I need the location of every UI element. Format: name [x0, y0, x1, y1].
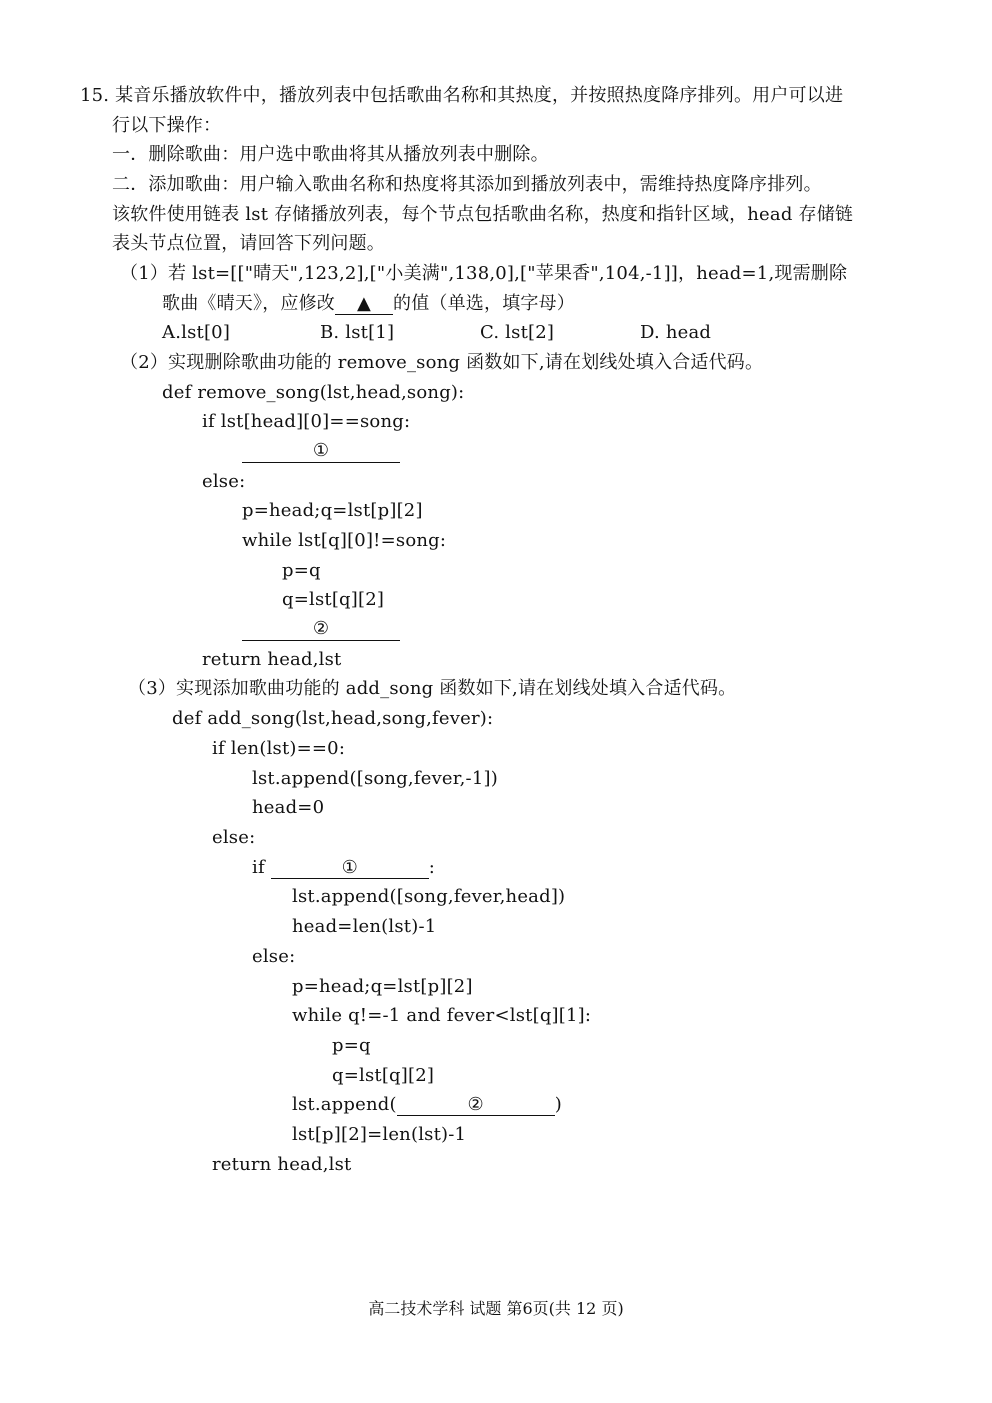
part3-code-if-keyword: if: [252, 857, 265, 878]
part3-blank-2: ②: [397, 1095, 555, 1116]
operation-delete: 一．删除歌曲：用户选中歌曲将其从播放列表中删除。: [112, 144, 549, 165]
part1-line1: （1）若 lst=[["晴天",123,2],["小美满",138,0],["苹果香",104,-1]]，head=1,现需删除: [120, 263, 848, 284]
part2-code-else: else:: [202, 471, 246, 492]
question-intro-line1: 15. 某音乐播放软件中，播放列表中包括歌曲名称和其热度，并按照热度降序排列。用户可以进: [80, 85, 844, 106]
question-intro-line2: 行以下操作：: [112, 115, 222, 136]
part1-option-c: C. lst[2]: [480, 322, 555, 343]
operation-add: 二．添加歌曲：用户输入歌曲名称和热度将其添加到播放列表中，需维持热度降序排列。: [112, 174, 822, 195]
part3-code-head-zero: head=0: [252, 797, 325, 818]
part3-code-if-head: [252, 857, 435, 879]
part2-blank-1: ①: [242, 440, 400, 463]
part3-code-append-mid: [292, 1094, 562, 1116]
part3-code-pq: p=q: [332, 1035, 371, 1056]
part2-code-pq: p=q: [282, 560, 321, 581]
part3-code-qnext: q=lst[q][2]: [332, 1065, 435, 1086]
part3-code-append-head: lst.append([song,fever,head]): [292, 886, 566, 907]
part1-line2: [162, 293, 575, 315]
part3-code-if-empty: if len(lst)==0:: [212, 738, 346, 759]
part2-code-qnext: q=lst[q][2]: [282, 589, 385, 610]
part1-option-b: B. lst[1]: [320, 322, 395, 343]
part2-code-init: p=head;q=lst[p][2]: [242, 500, 423, 521]
description-line1: 该软件使用链表 lst 存储播放列表，每个节点包括歌曲名称，热度和指针区域，head 存储链: [112, 204, 854, 225]
page-footer: 高二技术学科 试题 第6页(共 12 页): [368, 1299, 624, 1318]
part3-code-append-close: ): [554, 1094, 562, 1115]
part1-option-a: A.lst[0]: [162, 322, 231, 343]
part2-code-return: return head,lst: [202, 649, 342, 670]
part3-blank-1: ①: [271, 858, 429, 879]
part3-code-else-inner: else:: [252, 946, 296, 967]
part3-title: （3）实现添加歌曲功能的 add_song 函数如下,请在划线处填入合适代码。: [128, 678, 737, 699]
part3-code-head-last: head=len(lst)-1: [292, 916, 437, 937]
description-line2: 表头节点位置，请回答下列问题。: [112, 233, 385, 254]
part3-code-def: def add_song(lst,head,song,fever):: [172, 708, 494, 729]
part1-line2-after: 的值（单选，填字母）: [393, 293, 575, 314]
part2-code-def: def remove_song(lst,head,song):: [162, 382, 465, 403]
part2-title: （2）实现删除歌曲功能的 remove_song 函数如下,请在划线处填入合适代码。: [120, 352, 764, 373]
part3-code-append-open: lst.append(: [292, 1094, 397, 1115]
part3-code-while: while q!=-1 and fever<lst[q][1]:: [292, 1005, 592, 1026]
part3-code-return: return head,lst: [212, 1154, 352, 1175]
part1-line2-before: 歌曲《晴天》，应修改: [162, 293, 335, 314]
part3-code-init: p=head;q=lst[p][2]: [292, 976, 473, 997]
part2-code-if: if lst[head][0]==song:: [202, 411, 411, 432]
part3-code-append-first: lst.append([song,fever,-1]): [252, 768, 498, 789]
part3-code-if-colon: :: [428, 857, 436, 878]
part1-option-d: D. head: [640, 322, 712, 343]
part2-code-while: while lst[q][0]!=song:: [242, 530, 447, 551]
part3-code-else: else:: [212, 827, 256, 848]
part1-answer-blank: ▲: [335, 294, 393, 315]
part3-code-link: lst[p][2]=len(lst)-1: [292, 1124, 467, 1145]
part2-blank-2: ②: [242, 618, 400, 641]
